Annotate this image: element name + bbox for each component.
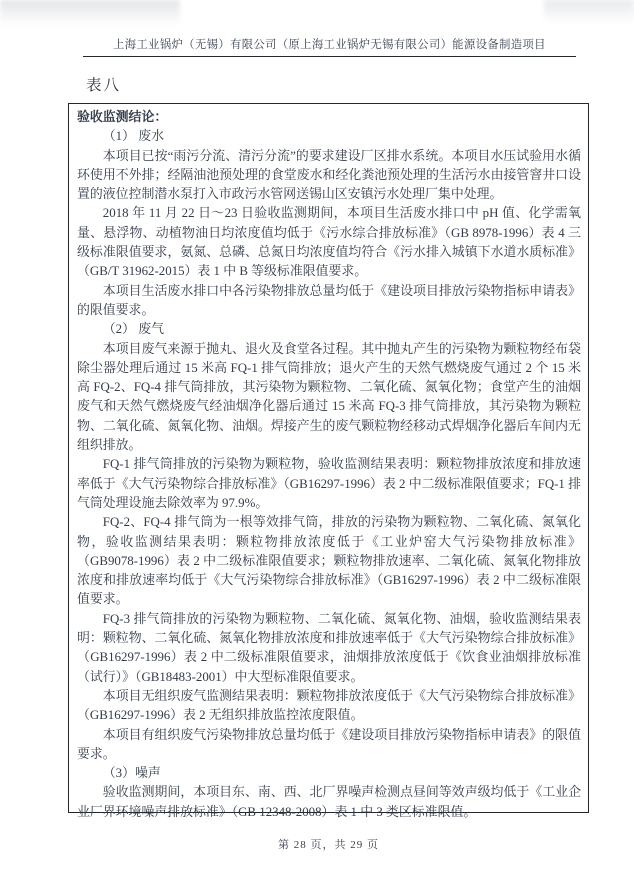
page-number-footer: 第 28 页，共 29 页 [278, 839, 379, 851]
paragraph: 本项目有组织废气污染物排放总量均低于《建设项目排放污染物指标申请表》的限值要求。 [77, 727, 581, 761]
paragraph: 验收监测期间，本项目东、南、西、北厂界噪声检测点昼间等效声级均低于《工业企业厂界环境噪声排放标准》（GB 12348-2008）表 1 中 3 类区标准限值。 [77, 785, 581, 819]
paragraph: FQ-1 排气筒排放的污染物为颗粒物，验收监测结果表明：颗粒物排放浓度和排放速率低于《大气污染物综合排放标准》（GB16297-1996）表 2 中二级标准限值要求；FQ-1 排气筒处理设施去除效率为 97.9%。 [77, 457, 581, 510]
paragraph: 本项目废气来源于抛丸、退火及食堂各过程。其中抛丸产生的污染物为颗粒物经布袋除尘器处理后通过 15 米高 FQ-1 排气筒排放；退火产生的天然气燃烧废气通过 2 个 15 米高 FQ-2、FQ-4 排气筒排放，其污染物为颗粒物、二氧化硫、氮氧化物；食堂产生的油烟废气和天然气燃烧废气经油烟净化器后通过 15 米高 FQ-3 排气筒排放，其污染物为颗粒物、二氧化硫、氮氧化物、油烟。焊接产生的废气颗粒物经移动式焊烟净化器后车间内无组织排放。 [77, 341, 581, 453]
table-label: 表八 [86, 77, 122, 94]
paragraph: FQ-3 排气筒排放的污染物为颗粒物、二氧化硫、氮氧化物、油烟，验收监测结果表明：颗粒物、二氧化硫、氮氧化物排放浓度和排放速率低于《大气污染物综合排放标准》（GB16297-1996）表 2 中二级标准限值要求，油烟排放浓度低于《饮食业油烟排放标准（试行）》（GB18483-2001）中大型标准限值要求。 [77, 611, 581, 684]
paragraph: 2018 年 11 月 22 日～23 日验收监测期间，本项目生活废水排口中 pH 值、化学需氧量、悬浮物、动植物油日均浓度值均低于《污水综合排放标准》（GB 8978-1996）表 4 三级标准限值要求，氨氮、总磷、总氮日均浓度值均符合《污水排入城镇下水道水质标准》（GB/T 31962-2015）表 1 中 B 等级标准限值要求。 [77, 206, 581, 279]
paragraph: 本项目生活废水排口中各污染物排放总量均低于《建设项目排放污染物指标申请表》的限值要求。 [77, 283, 581, 317]
paragraph: 本项目已按“雨污分流、清污分流”的要求建设厂区排水系统。本项目水压试验用水循环使用不外排；经隔油池预处理的食堂废水和经化粪池预处理的生活污水由接管窨井口设置的液位控制潜水泵打入市政污水管网送锡山区安镇污水处理厂集中处理。 [77, 148, 581, 202]
document-header-title: 上海工业锅炉（无锡）有限公司（原上海工业锅炉无锡有限公司）能源设备制造项目 [113, 39, 546, 51]
header-rule [83, 56, 576, 57]
section-3-heading: （3）噪声 [102, 766, 161, 781]
scan-artifact-top-left [0, 0, 180, 26]
content-box [68, 103, 589, 819]
section-2-heading: （2） 废气 [102, 322, 165, 337]
section-1-heading: （1） 废水 [102, 129, 165, 144]
paragraph: 本项目无组织废气监测结果表明：颗粒物排放浓度低于《大气污染物综合排放标准》（GB16297-1996）表 2 无组织排放监控浓度限值。 [77, 688, 581, 723]
paragraph: FQ-2、FQ-4 排气筒为一根等效排气筒，排放的污染物为颗粒物、二氧化硫、氮氧化物，验收监测结果表明：颗粒物排放浓度低于《工业炉窑大气污染物排放标准》（GB9078-1996）表 2 中二级标准限值要求；颗粒物排放速率、二氧化硫、氮氧化物排放浓度和排放速率均低于《大气污染物综合排放标准》（GB16297-1996）表 2 中二级标准限值要求。 [77, 515, 581, 607]
conclusion-title: 验收监测结论： [77, 110, 168, 124]
scan-artifact-top-right [544, 0, 634, 24]
